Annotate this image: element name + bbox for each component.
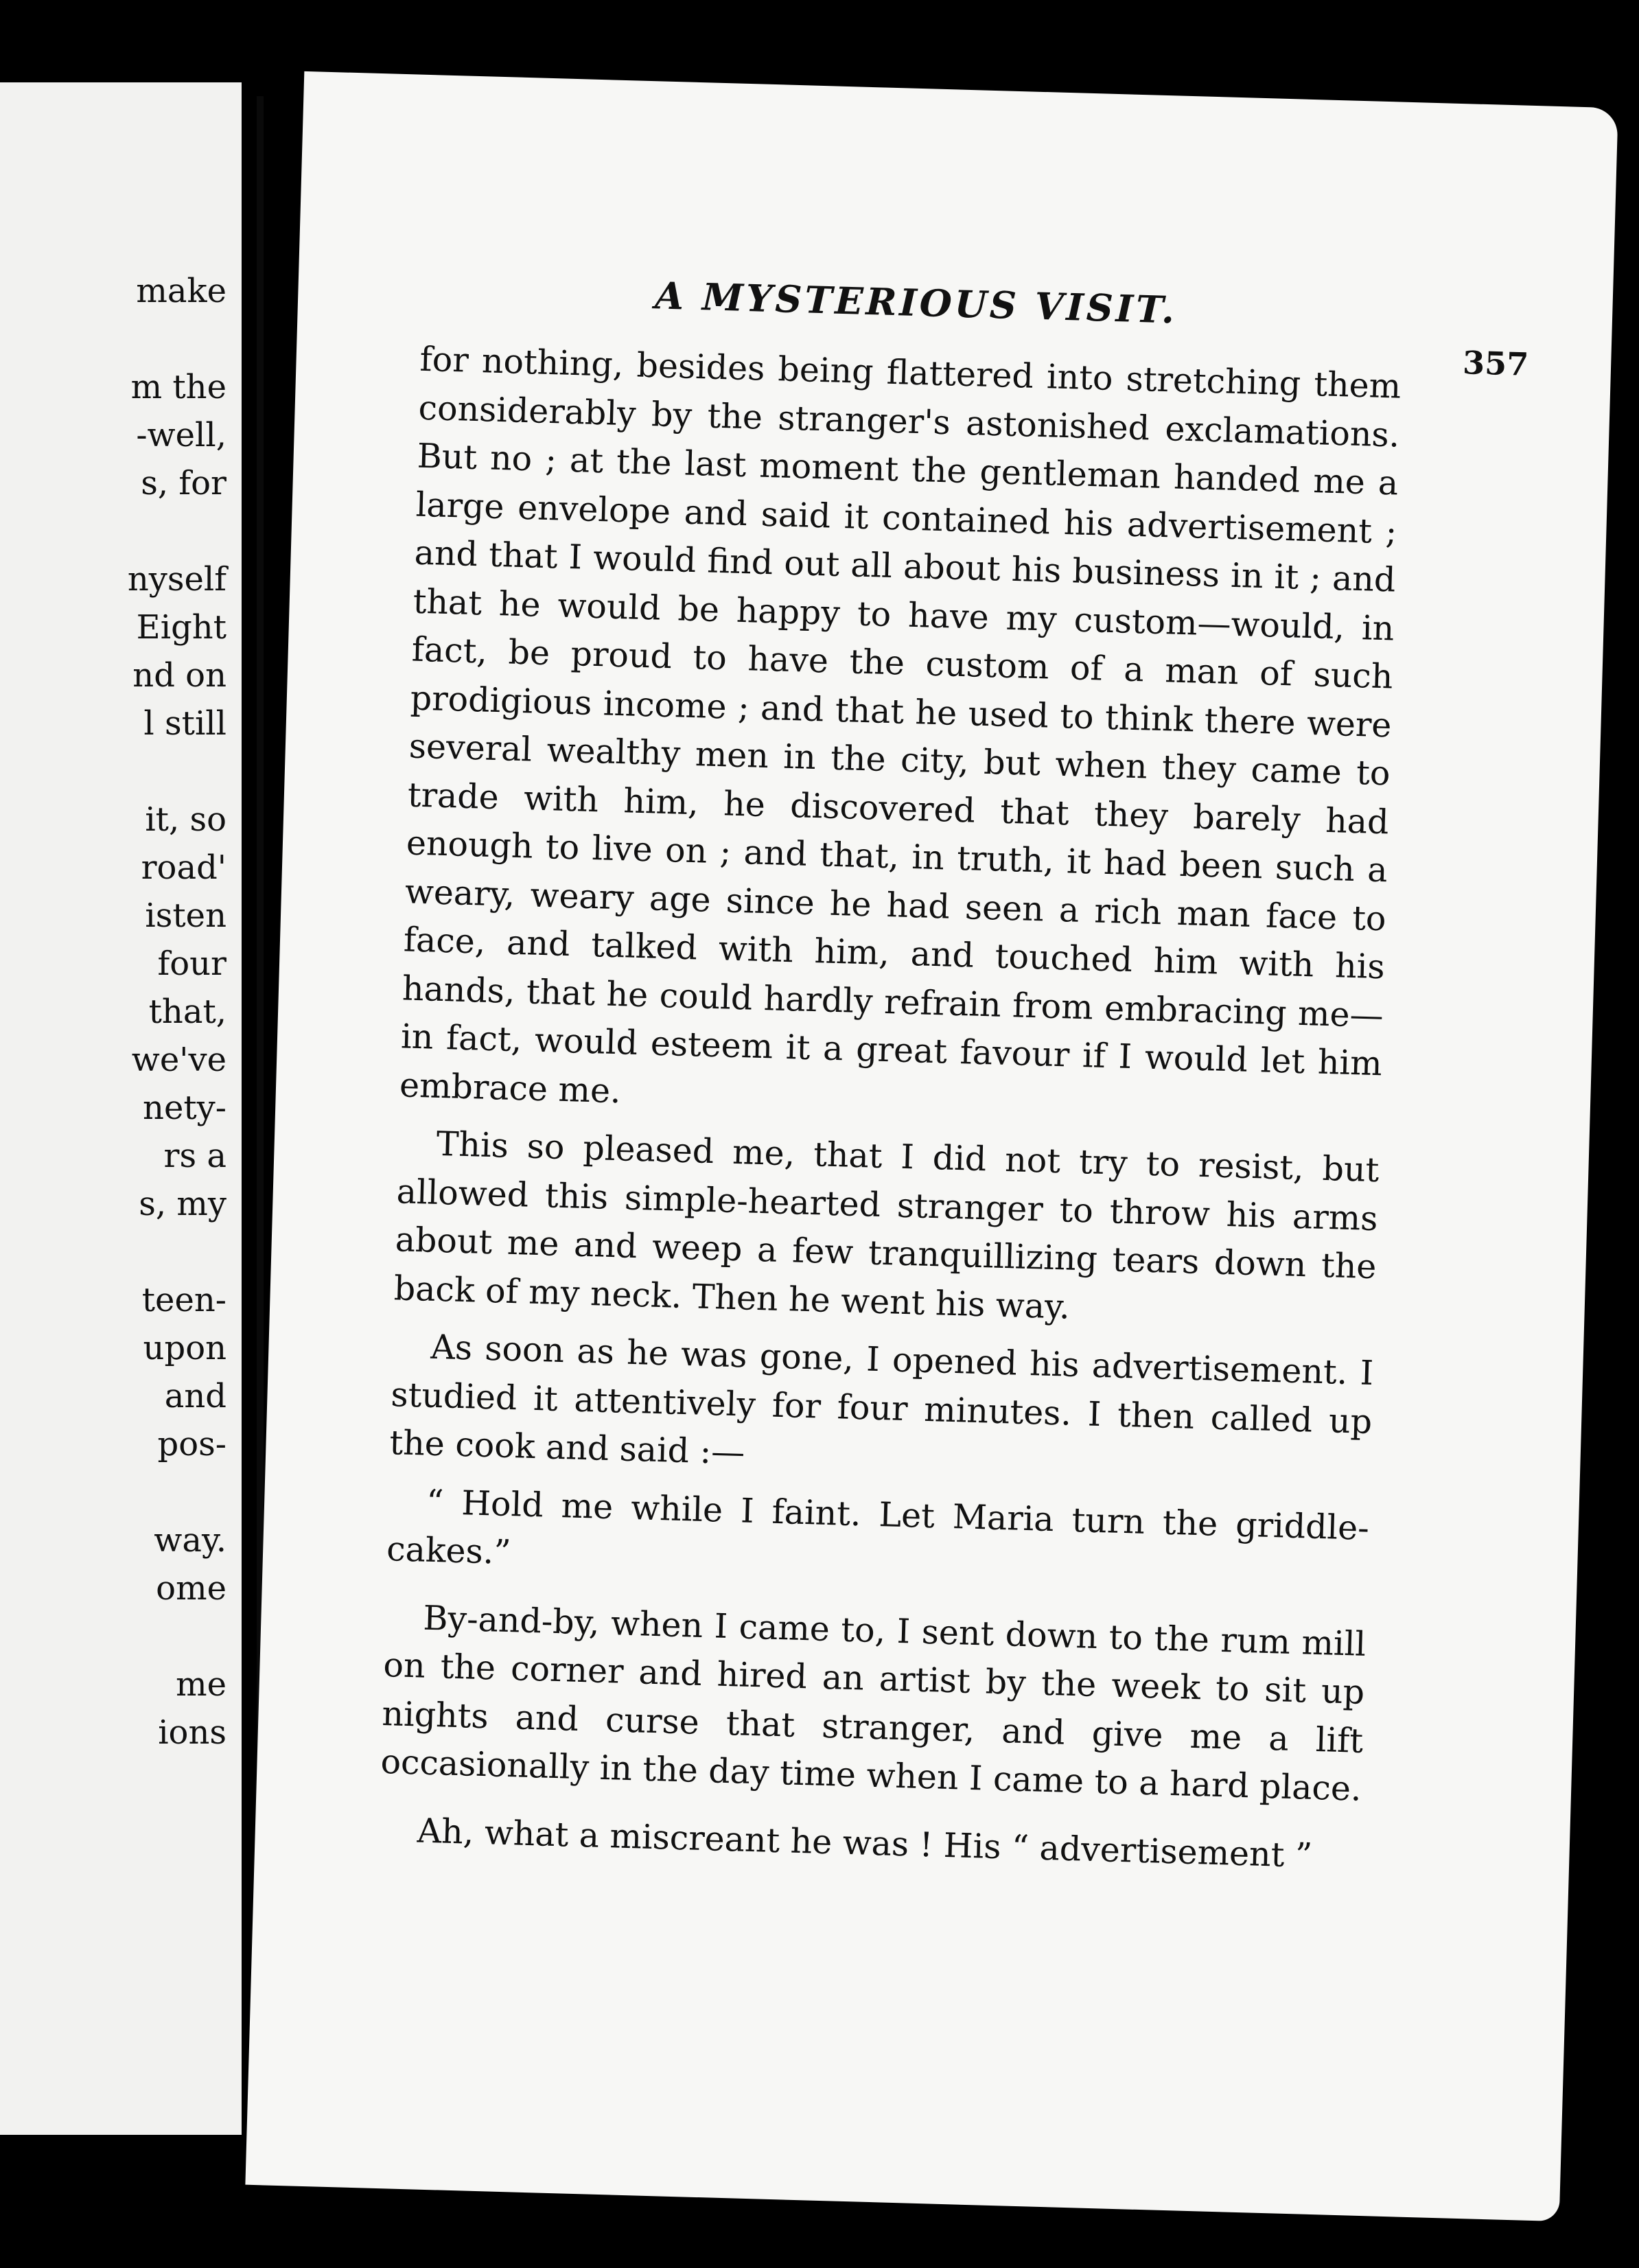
left-page-fragment: pos- xyxy=(157,1425,226,1463)
paragraph: Ah, what a miscreant he was ! His “ advertisement ” xyxy=(417,1810,1313,1875)
paragraph: By-and-by, when I came to, I sent down to the rum mill on the corner and hired an artist by the week to sit up nights and curse that stranger, and give me a lift occasionally in the day time when I came to a hard place. xyxy=(380,1598,1367,1809)
paragraph: This so pleased me, that I did not try to resist, but allowed this simple-hearted stranger to throw his arms about me and weep a few tranquillizing tears down the back of my neck. Then he went his way. xyxy=(393,1124,1380,1327)
left-page-fragment: Eight xyxy=(136,608,226,647)
left-page-fragment: -well, xyxy=(136,416,226,454)
page-body xyxy=(378,336,1402,1882)
left-page-fragment: nyself xyxy=(127,560,226,599)
left-page-fragment: s, for xyxy=(141,464,226,502)
left-page-fragment: four xyxy=(157,945,226,983)
left-page-fragment: teen- xyxy=(141,1281,226,1319)
left-page-fragment: l still xyxy=(143,704,226,743)
left-facing-page xyxy=(0,82,242,2135)
left-page-fragment: m the xyxy=(130,368,226,406)
left-page-fragment: we've xyxy=(131,1041,226,1079)
left-page-fragment: me xyxy=(176,1665,226,1704)
left-page-fragment: ions xyxy=(158,1713,226,1752)
left-page-fragment: upon xyxy=(143,1329,226,1367)
left-page-fragment: make xyxy=(136,272,226,310)
left-page-fragment: it, so xyxy=(145,800,226,839)
left-page-fragment: ome xyxy=(156,1569,226,1608)
running-head: A MYSTERIOUS VISIT. xyxy=(654,273,1178,332)
left-page-fragment: rs a xyxy=(163,1137,226,1175)
page-number: 357 xyxy=(1462,344,1529,383)
paragraph: As soon as he was gone, I opened his advertisement. I studied it attentively for four minutes. I then called up the cook and said :— xyxy=(388,1327,1374,1472)
left-page-fragment: way. xyxy=(154,1521,226,1560)
left-page-fragment: nd on xyxy=(132,656,226,695)
left-page-fragment: nety- xyxy=(143,1089,226,1127)
left-page-fragment: isten xyxy=(145,896,226,935)
left-page-fragment: that, xyxy=(148,993,226,1031)
paragraph: “ Hold me while I faint. Let Maria turn the griddle-cakes.” xyxy=(386,1482,1370,1573)
left-page-fragment: road' xyxy=(141,848,226,887)
book-page xyxy=(245,71,1618,2221)
left-page-fragment: and xyxy=(164,1377,226,1415)
left-page-fragment: s, my xyxy=(139,1185,226,1223)
paragraph: for nothing, besides being flattered into stretching them considerably by the stranger's astonished exclamations. But no ; at the last moment the gentleman handed me a large envelope and said it contained his advertisement ; and that I would find out all about his business in it ; and that he would be happy to have my custom—would, in fact, be proud to have the custom of a man of such prodigious income ; and that he used to think there were several wealthy men in the city, but when they came to trade with him, he discovered that they barely had enough to live on ; and that, in truth, it had been such a weary, weary age since he had seen a rich man face to face, and talked with him, and touched him with his hands, that he could hardly refrain from embracing me—in fact, would esteem it a great favour if I would let him embrace me. xyxy=(399,339,1402,1111)
